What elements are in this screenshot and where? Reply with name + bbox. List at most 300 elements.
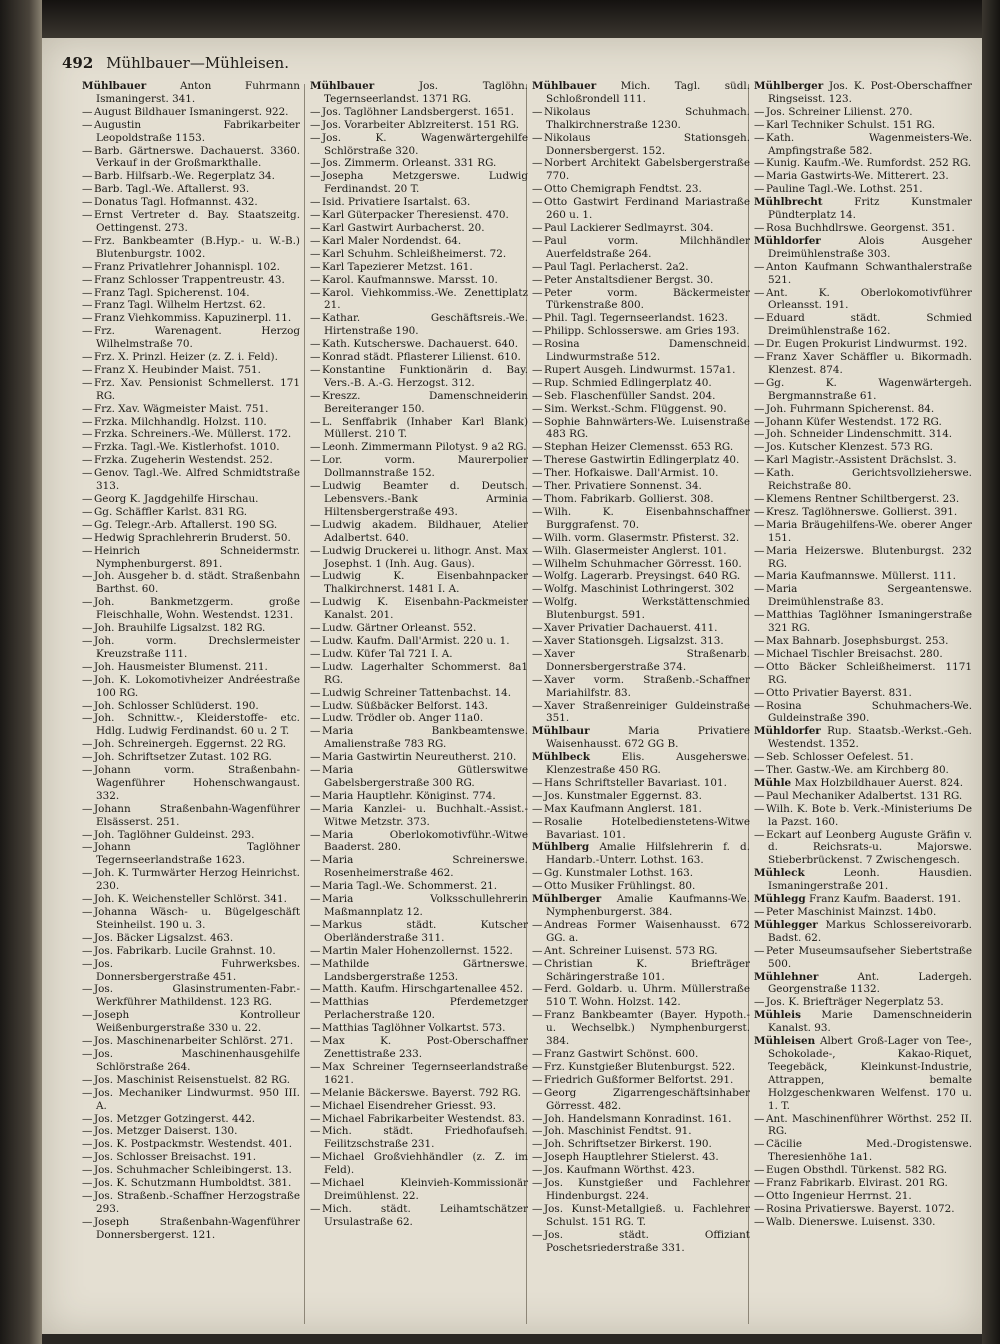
entry-text: Barb. Hilfsarb.-We. Regerplatz 34. [94, 170, 275, 183]
directory-entry [754, 893, 972, 906]
directory-entry [532, 132, 750, 158]
ditto-dash: — [310, 312, 321, 325]
entry-text: Maria Gastwirtin Neureutherst. 210. [322, 751, 517, 764]
entry-text: Peter Anstaltsdiener Bergst. 30. [544, 273, 714, 286]
entry-text: Jos. Bäcker Ligsalzst. 463. [94, 931, 234, 944]
entry-text: Xaver Straßenreiniger Guldeinstraße 351. [544, 699, 750, 725]
entry-text: Frz. Xav. Pensionist Schmellerst. 171 RG. [94, 376, 300, 402]
entry-text: Nikolaus Stationsgeh. Donnersbergerst. 152. [544, 131, 750, 157]
ditto-dash: — [82, 1073, 93, 1086]
entry-text: Paul Lackierer Sedlmayrst. 304. [544, 221, 714, 234]
entry-text: Seb. Flaschenfüller Sandst. 204. [544, 389, 716, 402]
directory-entry [754, 351, 972, 377]
entry-text: Maria Gütlerswitwe Gabelsbergerstraße 300 RG. [322, 764, 528, 789]
entry-text: Eckart auf Leonberg Auguste Gräfin v. d. Reichsrats-u. Majorswe. Stieberbrückenst. 7 Zwischengesch. [766, 828, 972, 867]
entry-text: Franz Tagl. Wilhelm Hertzst. 62. [94, 299, 266, 312]
ditto-dash: — [310, 363, 321, 376]
directory-entry [754, 996, 972, 1009]
ditto-dash: — [310, 105, 321, 118]
ditto-dash: — [82, 454, 93, 467]
ditto-dash: — [532, 1125, 543, 1138]
ditto-dash: — [82, 828, 93, 841]
ditto-dash: — [82, 299, 93, 312]
directory-entry [532, 816, 750, 842]
ditto-dash: — [310, 944, 321, 957]
entry-text: Wilh. Glasermeister Anglerst. 101. [544, 544, 727, 557]
entry-text: Wolfg. Werkstättenschmied Blutenburgst. 591. [544, 596, 750, 622]
directory-entry [310, 854, 528, 880]
entry-text: Christian K. Briefträger Schäringerstraße 101. [544, 957, 750, 983]
entry-text: Ludwig akadem. Bildhauer, Atelier Adalbertst. 640. [322, 518, 528, 544]
directory-entry [82, 661, 300, 674]
entry-text: Markus städt. Kutscher Oberländerstraße 311. [322, 918, 528, 944]
directory-entry [82, 1125, 300, 1138]
directory-entry [82, 287, 300, 300]
entry-text: Mich. städt. Friedhofaufseh. Feilitzschstraße 231. [322, 1125, 528, 1151]
entry-text: Wilh. K. Eisenbahnschaffner Burggrafenst. 70. [544, 505, 750, 531]
ditto-dash: — [82, 1138, 93, 1151]
entry-text: Kresz. Taglöhnerswe. Gollierst. 391. [766, 505, 958, 518]
entry-text: Ludwig K. Eisenbahnpacker Thalkirchnerst. 1481 I. A. [322, 570, 528, 596]
directory-entry [310, 1151, 528, 1177]
ditto-dash: — [754, 699, 765, 712]
entry-text: Frzka. Milchhandlg. Holzst. 110. [94, 415, 267, 428]
ditto-dash: — [82, 673, 93, 686]
entry-text: Ludw. Lagerhalter Schommerst. 8a1 RG. [322, 660, 528, 686]
entry-text: Cäcilie Med.-Drogistenswe. Theresienhöhe 1a1. [766, 1138, 972, 1164]
entry-text: Jos. Schreiner Lilienst. 270. [766, 105, 913, 118]
directory-entry [310, 480, 528, 519]
directory-entry [532, 287, 750, 313]
entry-text: Augustin Fabrikarbeiter Leopoldstraße 1153. [94, 118, 300, 144]
directory-entry [82, 377, 300, 403]
ditto-dash: — [754, 131, 765, 144]
directory-entry [82, 80, 300, 106]
entry-text: Hans Schriftsteller Bavariast. 101. [544, 776, 727, 789]
ditto-dash: — [82, 1009, 93, 1022]
directory-entry [754, 416, 972, 429]
ditto-dash: — [82, 1151, 93, 1164]
ditto-dash: — [532, 1073, 543, 1086]
ditto-dash: — [532, 673, 543, 686]
directory-entry [82, 570, 300, 596]
ditto-dash: — [310, 480, 321, 493]
entry-text: Jos. K. Post-Oberschaffner Ringseisst. 123. [768, 80, 972, 105]
entry-text: Maria Gastwirts-We. Mitterert. 23. [766, 170, 949, 183]
directory-entry [532, 364, 750, 377]
ditto-dash: — [310, 660, 321, 673]
directory-entry [82, 364, 300, 377]
directory-entry [82, 261, 300, 274]
ditto-dash: — [82, 1189, 93, 1202]
ditto-dash: — [532, 363, 543, 376]
entry-text: Maria Sergeantenswe. Dreimühlenstraße 83. [766, 583, 972, 609]
entry-text: Jos. Maschinenhausgehilfe Schlörstraße 264. [94, 1047, 300, 1073]
entry-text: Martin Maler Hohenzollernst. 1522. [322, 944, 513, 957]
directory-entry [754, 906, 972, 919]
directory-entry [532, 583, 750, 596]
entry-text: Xaver Privatier Dachauerst. 411. [544, 622, 718, 635]
ditto-dash: — [82, 764, 93, 777]
entry-text: Marie Damenschneiderin Kanalst. 93. [768, 1009, 972, 1035]
directory-entry [754, 222, 972, 235]
ditto-dash: — [82, 738, 93, 751]
entry-text: Maria Oberlokomotivführ.-Witwe Baaderst. 280. [322, 828, 528, 854]
ditto-dash: — [532, 415, 543, 428]
directory-entry [82, 635, 300, 661]
ditto-dash: — [532, 480, 543, 493]
entry-text: Maria Privatiere Waisenhausst. 672 GG B. [546, 725, 750, 751]
ditto-dash: — [754, 1138, 765, 1151]
entry-text: Ludw. Süßbäcker Belforst. 143. [322, 699, 489, 712]
entry-surname: Mühlbauer [532, 80, 597, 92]
ditto-dash: — [754, 428, 765, 441]
directory-entry [82, 1151, 300, 1164]
directory-entry [532, 867, 750, 880]
ditto-dash: — [310, 441, 321, 454]
ditto-dash: — [532, 196, 543, 209]
entry-text: August Bildhauer Ismaningerst. 922. [94, 105, 289, 118]
directory-entry [310, 80, 528, 106]
entry-text: Jos. K. Wagenwärtergehilfe Schlörstraße 320. [322, 131, 528, 157]
directory-entry [310, 416, 528, 442]
directory-entry [754, 1177, 972, 1190]
directory-entry [532, 1229, 750, 1255]
entry-text: Barb. Gärtnerswe. Dachauerst. 3360. Verkauf in der Großmarkthalle. [94, 144, 300, 170]
directory-entry [82, 428, 300, 441]
directory-entry [754, 519, 972, 545]
ditto-dash: — [310, 415, 321, 428]
entry-text: Leonh. Hausdien. Ismaningerstraße 201. [768, 867, 972, 893]
entry-text: Jos. K. Briefträger Negerplatz 53. [766, 996, 944, 1009]
ditto-dash: — [754, 647, 765, 660]
directory-entry [310, 661, 528, 687]
entry-text: Xaver Straßenarb. Donnersbergerstraße 374. [544, 647, 750, 673]
entry-text: Matthias Taglöhner Volkartst. 573. [322, 1022, 506, 1035]
directory-entry [82, 545, 300, 571]
entry-text: Frzka. Tagl.-We. Kistlerhofst. 1010. [94, 441, 280, 454]
entry-text: Donatus Tagl. Hofmannst. 432. [94, 196, 258, 209]
ditto-dash: — [310, 596, 321, 609]
ditto-dash: — [532, 221, 543, 234]
entry-text: Albert Groß-Lager von Tee-, Schokolade-, Kakao-Riquet, Teegebäck, Kleinkunst-Industrie, Attrappen, bemalte Holzgeschenkwaren Welfenst. 170 u. 1. T. [768, 1035, 972, 1112]
entry-text: Heinrich Schneidermstr. Nymphenburgerst. 891. [94, 544, 300, 570]
ditto-dash: — [310, 338, 321, 351]
ditto-dash: — [82, 1047, 93, 1060]
directory-entry [310, 790, 528, 803]
directory-entry [532, 312, 750, 325]
ditto-dash: — [754, 441, 765, 454]
ditto-dash: — [754, 493, 765, 505]
entry-text: Joh. Hausmeister Blumenst. 211. [94, 660, 268, 673]
directory-entry [754, 261, 972, 287]
entry-text: Johann Küfer Westendst. 172 RG. [766, 415, 942, 428]
directory-entry [82, 738, 300, 751]
directory-entry [754, 583, 972, 609]
directory-entry [532, 725, 750, 751]
directory-entry [532, 183, 750, 196]
ditto-dash: — [532, 944, 543, 957]
directory-entry [82, 106, 300, 119]
directory-entry [532, 596, 750, 622]
entry-text: Sophie Bahnwärters-We. Luisenstraße 483 RG. [544, 415, 750, 441]
directory-entry [310, 1087, 528, 1100]
ditto-dash: — [532, 157, 543, 170]
directory-entry [310, 687, 528, 700]
entry-text: Walb. Dienerswe. Luisenst. 330. [766, 1215, 936, 1228]
directory-entry [754, 1138, 972, 1164]
directory-entry [532, 467, 750, 480]
directory-entry [754, 764, 972, 777]
ditto-dash: — [82, 712, 93, 725]
directory-entry [532, 648, 750, 674]
directory-entry [754, 919, 972, 945]
ditto-dash: — [82, 622, 93, 635]
directory-entry [82, 416, 300, 429]
directory-entry [310, 570, 528, 596]
entry-text: Wolfg. Maschinist Lothringerst. 302 [544, 583, 735, 596]
entry-text: Rup. Schmied Edlingerplatz 40. [544, 376, 712, 389]
entry-text: Kreszz. Damenschneiderin Bereiteranger 150. [322, 389, 528, 415]
entry-text: Maria Tagl.-We. Schommerst. 21. [322, 880, 498, 893]
entry-surname: Mühldorfer [754, 234, 821, 247]
entry-text: Xaver vorm. Straßenb.-Schaffner Mariahilfstr. 83. [544, 673, 750, 699]
ditto-dash: — [754, 660, 765, 673]
directory-column-4 [754, 80, 972, 1229]
ditto-dash: — [82, 1215, 93, 1228]
entry-text: Lor. vorm. Maurerpolier Dollmannstraße 152. [322, 454, 528, 480]
ditto-dash: — [532, 1086, 543, 1099]
directory-entry [82, 803, 300, 829]
entry-surname: Mühlbeck [532, 751, 590, 764]
entry-text: Mich. städt. Leihamtschätzer Ursulastraße 62. [322, 1202, 528, 1228]
ditto-dash: — [532, 570, 543, 583]
directory-entry [532, 416, 750, 442]
entry-text: Genov. Tagl.-We. Alfred Schmidtstraße 313. [94, 467, 300, 493]
directory-entry [532, 803, 750, 816]
directory-entry [82, 506, 300, 519]
ditto-dash: — [754, 118, 765, 131]
directory-entry [310, 312, 528, 338]
directory-entry [754, 1216, 972, 1229]
directory-entry [532, 1074, 750, 1087]
directory-entry [310, 351, 528, 364]
entry-surname: Mühlbauer [310, 80, 375, 92]
entry-text: Frz. Warenagent. Herzog Wilhelmstraße 70. [94, 325, 300, 351]
directory-entry [754, 751, 972, 764]
entry-text: Michael Tischler Breisachst. 280. [766, 647, 943, 660]
entry-text: Joh. K. Lokomotivheizer Andréestraße 100 RG. [94, 673, 300, 699]
directory-entry [82, 532, 300, 545]
ditto-dash: — [82, 518, 93, 531]
entry-text: Therese Gastwirtin Edlingerplatz 40. [544, 454, 740, 467]
directory-entry [754, 1164, 972, 1177]
entry-text: Rosina Schuhmachers-We. Guldeinstraße 390. [766, 699, 972, 725]
ditto-dash: — [532, 815, 543, 828]
ditto-dash: — [532, 776, 543, 789]
directory-entry [82, 1048, 300, 1074]
entry-text: Rosina Privatierswe. Bayerst. 1072. [766, 1202, 955, 1215]
entry-text: Dr. Eugen Prokurist Lindwurmst. 192. [766, 338, 968, 351]
page-number: 492 [62, 54, 94, 72]
entry-text: Joh. Fuhrmann Spicherenst. 84. [766, 402, 935, 415]
ditto-dash: — [532, 312, 543, 325]
directory-entry [754, 945, 972, 971]
entry-text: Gg. Schäffler Karlst. 831 RG. [94, 505, 248, 518]
entry-text: Jos. Kunstgießer und Fachlehrer Hindenburgst. 224. [544, 1177, 750, 1202]
entry-text: Ferd. Goldarb. u. Uhrm. Müllerstraße 510 T. Wohn. Holzst. 142. [544, 983, 750, 1009]
ditto-dash: — [532, 105, 543, 118]
entry-text: Jos. K. Postpackmstr. Westendst. 401. [94, 1138, 293, 1151]
ditto-dash: — [82, 363, 93, 376]
ditto-dash: — [82, 209, 93, 222]
directory-entry [532, 1203, 750, 1229]
directory-entry [310, 157, 528, 170]
ditto-dash: — [532, 131, 543, 144]
directory-entry [532, 222, 750, 235]
entry-text: Gg. K. Wagenwärtergeh. Bergmannstraße 61. [766, 376, 972, 402]
entry-text: Alois Ausgeher Dreimühlenstraße 303. [768, 234, 972, 260]
ditto-dash: — [310, 570, 321, 583]
directory-entry [82, 1190, 300, 1216]
entry-text: Gg. Telegr.-Arb. Aftallerst. 190 SG. [94, 518, 278, 531]
ditto-dash: — [82, 596, 93, 609]
entry-text: Frzka. Zugeherin Westendst. 252. [94, 454, 273, 467]
entry-text: Michael Kleinvieh-Kommissionär Dreimühlenst. 22. [322, 1177, 528, 1202]
entry-text: Karol. Viehkommiss.-We. Zenettiplatz 21. [322, 286, 528, 312]
entry-text: Joh. Brauhilfe Ligsalzst. 182 RG. [94, 622, 266, 635]
ditto-dash: — [532, 1202, 543, 1215]
entry-text: Michael Großviehhändler (z. Z. im Feld). [322, 1151, 528, 1177]
entry-text: Maria Bankbeamtenswe. Amalienstraße 783 RG. [322, 725, 528, 751]
entry-text: Eugen Obsthdl. Türkenst. 582 RG. [766, 1164, 948, 1177]
ditto-dash: — [754, 286, 765, 299]
directory-entry [754, 170, 972, 183]
ditto-dash: — [754, 415, 765, 428]
ditto-dash: — [754, 467, 765, 480]
entry-text: Joh. Maschinist Fendtst. 91. [544, 1125, 692, 1138]
directory-entry [82, 403, 300, 416]
directory-entry [754, 1035, 972, 1112]
entry-surname: Mühleck [754, 867, 805, 880]
entry-text: Joh. Bankmetzgerm. große Fleischhalle, Wohn. Westendst. 1231. [94, 596, 300, 622]
ditto-dash: — [532, 583, 543, 596]
ditto-dash: — [532, 557, 543, 570]
ditto-dash: — [310, 712, 321, 725]
directory-entry [532, 1164, 750, 1177]
directory-entry [82, 622, 300, 635]
ditto-dash: — [532, 544, 543, 557]
directory-entry [532, 454, 750, 467]
entry-text: Ther. Gastw.-We. am Kirchberg 80. [766, 764, 949, 777]
ditto-dash: — [310, 1099, 321, 1112]
entry-text: Wilhelm Schuhmacher Görresst. 160. [544, 557, 742, 570]
entry-text: Johann Taglöhner Tegernseerlandstraße 1623. [94, 841, 300, 867]
directory-entry [532, 261, 750, 274]
ditto-dash: — [754, 828, 765, 841]
directory-entry [532, 1177, 750, 1203]
directory-entry [754, 829, 972, 868]
directory-entry [532, 841, 750, 867]
directory-entry [310, 1203, 528, 1229]
ditto-dash: — [532, 402, 543, 415]
directory-entry [82, 170, 300, 183]
ditto-dash: — [754, 944, 765, 957]
entry-text: Franz Schlosser Trappentreustr. 43. [94, 273, 285, 286]
ditto-dash: — [532, 325, 543, 338]
directory-entry [310, 1113, 528, 1126]
ditto-dash: — [754, 518, 765, 531]
directory-entry [310, 880, 528, 893]
ditto-dash: — [532, 234, 543, 247]
ditto-dash: — [82, 1086, 93, 1099]
ditto-dash: — [532, 802, 543, 815]
column-rule [304, 84, 305, 1324]
directory-entry [754, 132, 972, 158]
entry-text: Friedrich Gußformer Belfortst. 291. [544, 1073, 734, 1086]
ditto-dash: — [532, 983, 543, 996]
entry-text: Otto Gastwirt Ferdinand Mariastraße 260 u. 1. [544, 196, 750, 222]
ditto-dash: — [754, 338, 765, 351]
ditto-dash: — [754, 570, 765, 583]
entry-text: Jos. Glasinstrumenten-Fabr.-Werkführer Mathildenst. 123 RG. [94, 983, 300, 1009]
directory-entry [310, 1035, 528, 1061]
ditto-dash: — [754, 105, 765, 118]
entry-text: Jos. Zimmerm. Orleanst. 331 RG. [322, 157, 497, 170]
entry-text: Franz Bankbeamter (Bayer. Hypoth.- u. Wechselbk.) Nymphenburgerst. 384. [544, 1009, 750, 1048]
directory-entry [310, 622, 528, 635]
entry-text: Frz. Kunstgießer Blutenburgst. 522. [544, 1060, 736, 1073]
directory-entry [82, 945, 300, 958]
ditto-dash: — [532, 1009, 543, 1022]
entry-text: Anton Fuhrmann Ismaningerst. 341. [96, 80, 300, 105]
book-gutter [0, 0, 42, 1344]
entry-surname: Mühlberg [532, 841, 590, 854]
entry-text: Franz Privatlehrer Johannispl. 102. [94, 260, 280, 273]
directory-entry [532, 390, 750, 403]
ditto-dash: — [532, 1047, 543, 1060]
entry-text: Seb. Schlosser Oefelest. 51. [766, 751, 914, 764]
ditto-dash: — [532, 634, 543, 647]
directory-entry [310, 648, 528, 661]
directory-column-2 [310, 80, 528, 1229]
entry-text: Barb. Tagl.-We. Aftallerst. 93. [94, 183, 250, 196]
directory-entry [82, 119, 300, 145]
entry-text: Otto Bäcker Schleißheimerst. 1171 RG. [766, 660, 972, 686]
ditto-dash: — [310, 247, 321, 260]
ditto-dash: — [532, 376, 543, 389]
directory-column-1 [82, 80, 300, 1242]
ditto-dash: — [754, 802, 765, 815]
directory-entry [310, 364, 528, 390]
ditto-dash: — [82, 1177, 93, 1190]
directory-entry [310, 1125, 528, 1151]
ditto-dash: — [754, 789, 765, 802]
ditto-dash: — [310, 234, 321, 247]
ditto-dash: — [532, 505, 543, 518]
ditto-dash: — [754, 906, 765, 918]
entry-text: Joh. Ausgeher b. d. städt. Straßenbahn Barthst. 60. [94, 570, 300, 596]
directory-entry [82, 596, 300, 622]
directory-entry [310, 596, 528, 622]
directory-entry [532, 674, 750, 700]
entry-surname: Mühlegger [754, 918, 818, 931]
directory-entry [754, 106, 972, 119]
directory-entry [754, 377, 972, 403]
ditto-dash: — [754, 454, 765, 467]
directory-entry [754, 1009, 972, 1035]
ditto-dash: — [310, 725, 321, 738]
